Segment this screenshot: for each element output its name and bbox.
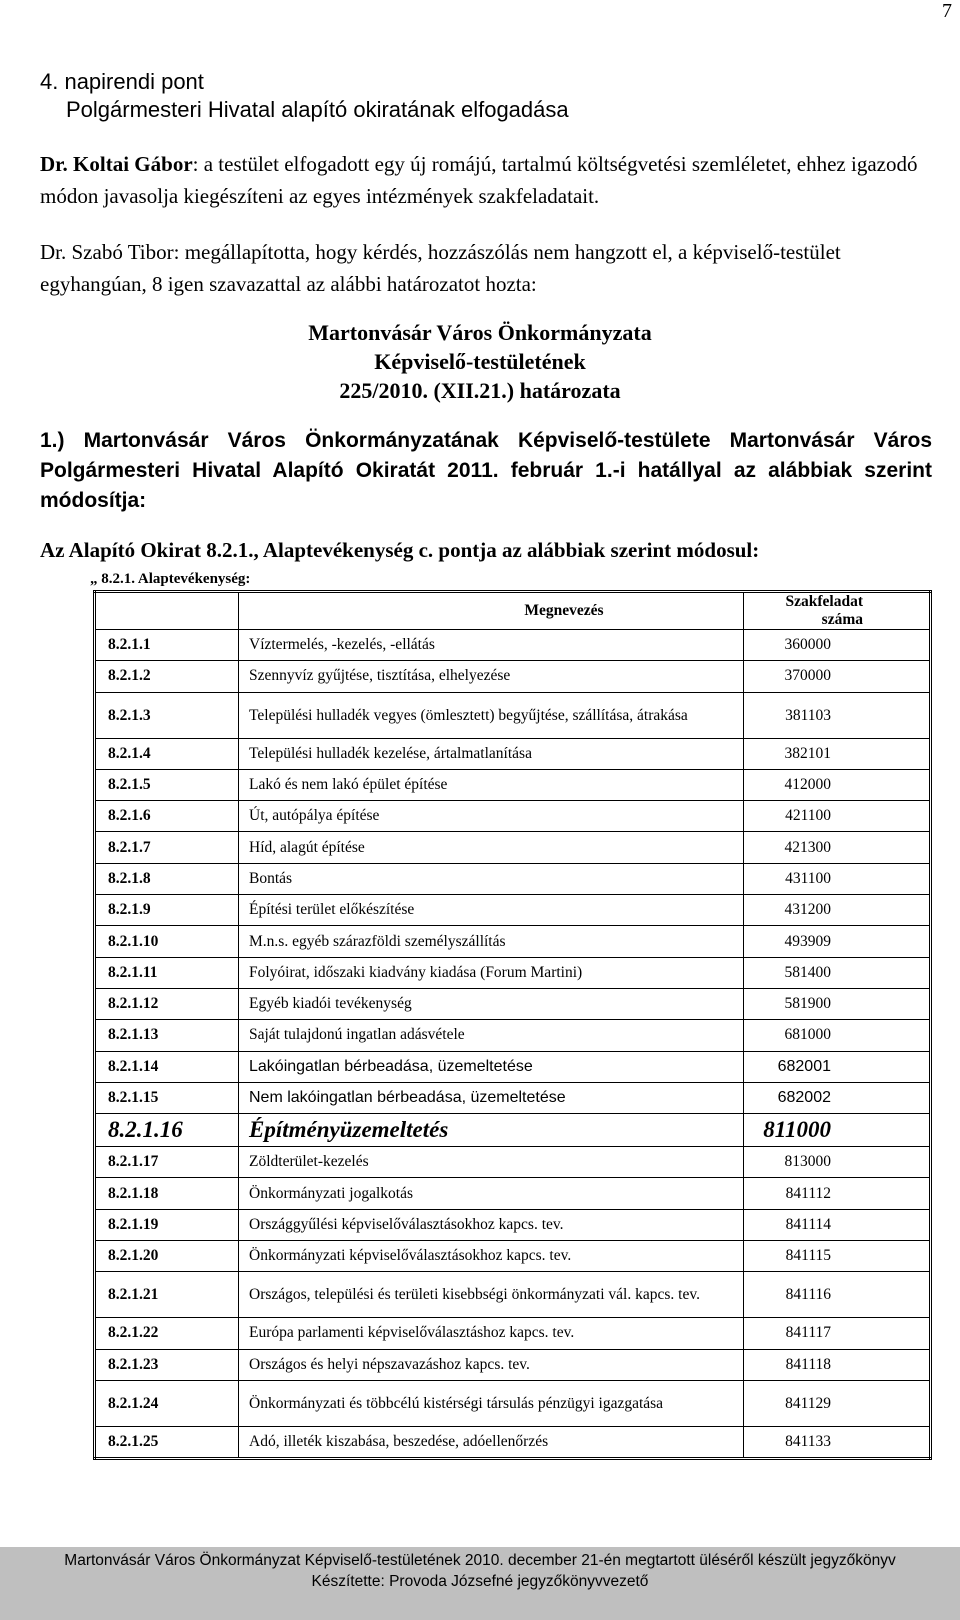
table-row: [95, 1209, 931, 1240]
activity-code: 8.2.1.18: [95, 1178, 239, 1209]
table-row: [95, 1380, 931, 1426]
table-header-row: [95, 592, 931, 630]
paragraph-szabo: Dr. Szabó Tibor: megállapította, hogy kérdés, hozzászólás nem hangzott el, a képviselő-testület egyhangúan, 8 igen szavazattal az alábbi határozatot hozta:: [40, 240, 841, 296]
activity-code: 8.2.1.7: [95, 832, 239, 863]
activity-number: 841133: [744, 1426, 931, 1458]
activity-number: 412000: [744, 769, 931, 800]
activity-code: 8.2.1.2: [95, 661, 239, 692]
table-row: [95, 1178, 931, 1209]
activity-code: 8.2.1.23: [95, 1349, 239, 1380]
activity-code: 8.2.1.3: [95, 692, 239, 738]
activity-number: 682001: [744, 1051, 931, 1082]
activity-name: Építményüzemeltetés: [239, 1114, 744, 1147]
activity-number: 370000: [744, 661, 931, 692]
table-row: [95, 1082, 931, 1113]
activity-name: Adó, illeték kiszabása, beszedése, adóellenőrzés: [239, 1426, 744, 1458]
activity-table: [93, 590, 932, 1460]
resolution-text: 1.) Martonvásár Város Önkormányzatának Képviselő-testülete Martonvásár Város Polgármesteri Hivatal Alapító Okiratát 2011. február 1.-i hatállyal az alábbiak szerint módosítja:: [40, 429, 932, 512]
activity-number: 382101: [744, 738, 931, 769]
activity-code: 8.2.1.17: [95, 1147, 239, 1178]
table-row: [95, 801, 931, 832]
activity-number: 681000: [744, 1020, 931, 1051]
activity-name: M.n.s. egyéb szárazföldi személyszállítás: [239, 926, 744, 957]
activity-name: Európa parlamenti képviselőválasztáshoz kapcs. tev.: [239, 1318, 744, 1349]
decision-line-2: Képviselő-testületének: [374, 349, 586, 374]
activity-number: 813000: [744, 1147, 931, 1178]
activity-name: Települési hulladék kezelése, ártalmatlanítása: [239, 738, 744, 769]
agenda-item: 4. napirendi pont: [40, 69, 204, 94]
activity-code: 8.2.1.21: [95, 1272, 239, 1318]
activity-code: 8.2.1.1: [95, 630, 239, 661]
activity-code: 8.2.1.10: [95, 926, 239, 957]
activity-number: 421300: [744, 832, 931, 863]
activity-name: Szennyvíz gyűjtése, tisztítása, elhelyezése: [239, 661, 744, 692]
activity-name: Víztermelés, -kezelés, -ellátás: [239, 630, 744, 661]
page-number: 7: [942, 0, 952, 22]
activity-code: 8.2.1.15: [95, 1082, 239, 1113]
decision-line-3: 225/2010. (XII.21.) határozata: [339, 378, 621, 403]
table-row: [95, 1426, 931, 1458]
table-row: [95, 769, 931, 800]
activity-number: 682002: [744, 1082, 931, 1113]
activity-number: 841114: [744, 1209, 931, 1240]
activity-number: 841112: [744, 1178, 931, 1209]
activity-name: Országos és helyi népszavazáshoz kapcs. tev.: [239, 1349, 744, 1380]
table-row: [95, 863, 931, 894]
table-row: [95, 1147, 931, 1178]
activity-name: Építési terület előkészítése: [239, 895, 744, 926]
activity-number: 493909: [744, 926, 931, 957]
table-row: [95, 1020, 931, 1051]
footer-line-2: Készítette: Provoda Józsefné jegyzőkönyvvezető: [311, 1573, 649, 1590]
footer-line-1: Martonvásár Város Önkormányzat Képviselő-testületének 2010. december 21-én megtartott üléséről készült jegyzőkönyv: [64, 1552, 896, 1569]
table-row: [95, 895, 931, 926]
activity-name: Híd, alagút építése: [239, 832, 744, 863]
activity-number: 841116: [744, 1272, 931, 1318]
activity-number: 381103: [744, 692, 931, 738]
activity-code: 8.2.1.25: [95, 1426, 239, 1458]
paragraph-text: : a testület elfogadott egy új romájú, tartalmú költségvetési szemléletet, ehhez igazodó módon javasolja kiegészíteni az egyes intézmények szakfeladatait.: [40, 152, 918, 208]
agenda-title: Polgármesteri Hivatal alapító okiratának elfogadása: [66, 97, 569, 122]
table-row: [95, 738, 931, 769]
table-row: [95, 926, 931, 957]
activity-code: 8.2.1.19: [95, 1209, 239, 1240]
activity-code: 8.2.1.12: [95, 988, 239, 1019]
activity-name: Települési hulladék vegyes (ömlesztett) begyűjtése, szállítása, átrakása: [239, 692, 744, 738]
table-row: [95, 1349, 931, 1380]
agenda-block: [40, 68, 569, 124]
table-row: [95, 957, 931, 988]
table-row: [95, 988, 931, 1019]
activity-name: Lakó és nem lakó épület építése: [239, 769, 744, 800]
activity-code: 8.2.1.16: [95, 1114, 239, 1147]
header-code-cell: [95, 592, 239, 630]
amendment-heading: Az Alapító Okirat 8.2.1., Alaptevékenység c. pontja az alábbiak szerint módosul:: [40, 538, 760, 562]
activity-name: Bontás: [239, 863, 744, 894]
table-row: [95, 1051, 931, 1082]
activity-number: 360000: [744, 630, 931, 661]
activity-subheading: „ 8.2.1. Alaptevékenység:: [90, 571, 251, 587]
paragraph-koltai: [40, 148, 932, 212]
activity-name: Zöldterület-kezelés: [239, 1147, 744, 1178]
activity-number: 421100: [744, 801, 931, 832]
activity-number: 581900: [744, 988, 931, 1019]
activity-code: 8.2.1.8: [95, 863, 239, 894]
activity-number: 841117: [744, 1318, 931, 1349]
table-row: [95, 1241, 931, 1272]
activity-number: 581400: [744, 957, 931, 988]
activity-number: 841115: [744, 1241, 931, 1272]
activity-code: 8.2.1.20: [95, 1241, 239, 1272]
activity-number: 431100: [744, 863, 931, 894]
activity-code: 8.2.1.14: [95, 1051, 239, 1082]
activity-code: 8.2.1.4: [95, 738, 239, 769]
table-row: [95, 832, 931, 863]
activity-name: Országos, települési és területi kisebbségi önkormányzati vál. kapcs. tev.: [239, 1272, 744, 1318]
activity-name: Országgyűlési képviselőválasztásokhoz kapcs. tev.: [239, 1209, 744, 1240]
activity-code: 8.2.1.9: [95, 895, 239, 926]
activity-number: 841129: [744, 1380, 931, 1426]
activity-number: 431200: [744, 895, 931, 926]
activity-name: Nem lakóingatlan bérbeadása, üzemeltetése: [239, 1082, 744, 1113]
table-row: [95, 630, 931, 661]
activity-number: 811000: [744, 1114, 931, 1147]
activity-name: Út, autópálya építése: [239, 801, 744, 832]
table-row: [95, 1114, 931, 1147]
activity-code: 8.2.1.5: [95, 769, 239, 800]
table-row: [95, 1318, 931, 1349]
activity-number: 841118: [744, 1349, 931, 1380]
activity-name: Saját tulajdonú ingatlan adásvétele: [239, 1020, 744, 1051]
header-number-cell: Szakfeladat száma: [744, 592, 931, 630]
activity-code: 8.2.1.11: [95, 957, 239, 988]
activity-code: 8.2.1.22: [95, 1318, 239, 1349]
decision-heading: [0, 318, 960, 405]
table-row: [95, 1272, 931, 1318]
page-footer: [0, 1547, 960, 1620]
activity-code: 8.2.1.6: [95, 801, 239, 832]
speaker-name: Dr. Koltai Gábor: [40, 152, 193, 176]
table-row: [95, 692, 931, 738]
activity-name: Egyéb kiadói tevékenység: [239, 988, 744, 1019]
activity-code: 8.2.1.13: [95, 1020, 239, 1051]
decision-line-1: Martonvásár Város Önkormányzata: [308, 320, 652, 345]
header-name-cell: Megnevezés: [239, 592, 744, 630]
activity-name: Lakóingatlan bérbeadása, üzemeltetése: [239, 1051, 744, 1082]
table-row: [95, 661, 931, 692]
activity-name: Önkormányzati jogalkotás: [239, 1178, 744, 1209]
activity-name: Folyóirat, időszaki kiadvány kiadása (Forum Martini): [239, 957, 744, 988]
activity-name: Önkormányzati képviselőválasztásokhoz kapcs. tev.: [239, 1241, 744, 1272]
activity-name: Önkormányzati és többcélú kistérségi társulás pénzügyi igazgatása: [239, 1380, 744, 1426]
activity-code: 8.2.1.24: [95, 1380, 239, 1426]
